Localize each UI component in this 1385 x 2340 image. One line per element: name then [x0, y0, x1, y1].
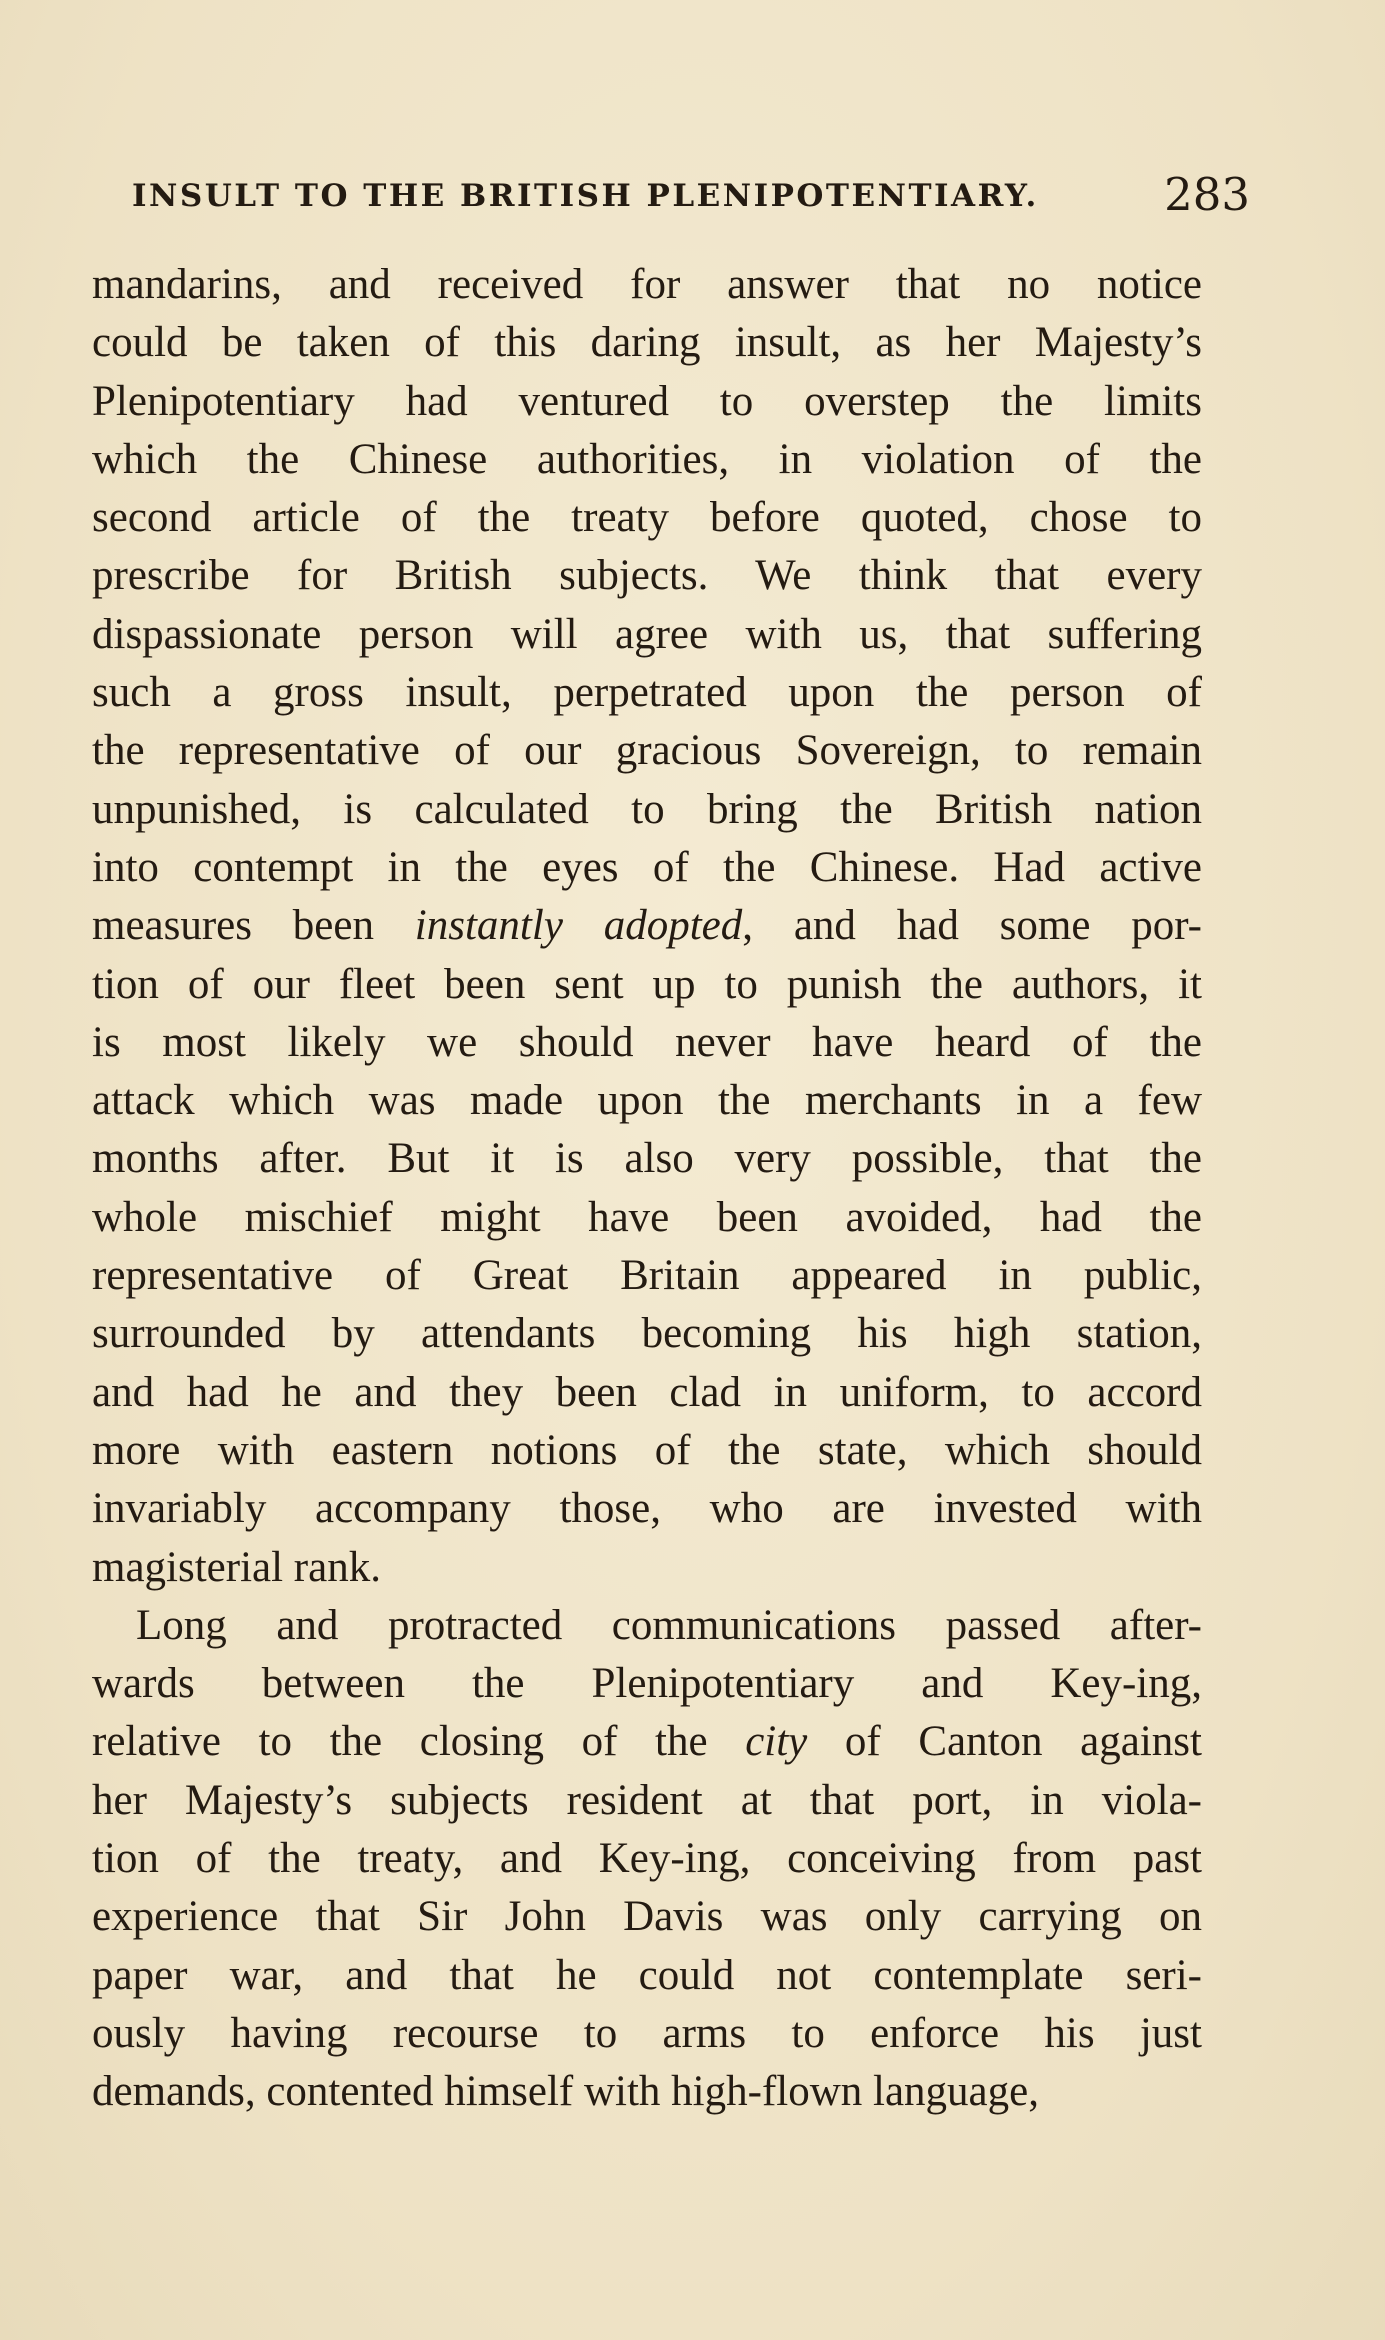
text-line: mandarins, and received for answer that no notice: [92, 261, 1202, 308]
running-head: [132, 168, 1250, 228]
text-line: unpunished, is calculated to bring the British nation: [92, 785, 1202, 833]
body-text: [92, 256, 1202, 2122]
text-line: magisterial rank.: [92, 1543, 381, 1591]
paragraph: [92, 256, 1202, 1597]
text-line: wards between the Plenipotentiary and Key-ing,: [92, 1660, 1202, 1708]
text-line: invariably accompany those, who are invested with: [92, 1485, 1202, 1533]
text-line: measures been instantly adopted, and had some por-: [92, 902, 1202, 950]
text-line: surrounded by attendants becoming his high station,: [92, 1310, 1202, 1358]
text-line: experience that Sir John Davis was only carrying on: [92, 1893, 1202, 1941]
text-line: demands, contented himself with high-flown language,: [92, 2068, 1039, 2116]
text-line: could be taken of this daring insult, as her Majesty’s: [92, 319, 1202, 367]
text-line: tion of the treaty, and Key-ing, conceiving from past: [92, 1835, 1202, 1883]
text-line: Plenipotentiary had ventured to overstep the limits: [92, 377, 1202, 425]
text-line: such a gross insult, perpetrated upon the person of: [92, 669, 1202, 717]
text-line: her Majesty’s subjects resident at that port, in viola-: [92, 1776, 1202, 1824]
text-line: paper war, and that he could not contemplate seri-: [92, 1951, 1202, 1999]
text-line: whole mischief might have been avoided, had the: [92, 1193, 1202, 1241]
text-line: dispassionate person will agree with us, that suffering: [92, 610, 1202, 658]
paragraph: [92, 1597, 1202, 2122]
text-line: is most likely we should never have heard of the: [92, 1018, 1202, 1066]
text-line: into contempt in the eyes of the Chinese. Had active: [92, 843, 1202, 891]
emphasis: city: [745, 1718, 808, 1766]
text-line: ously having recourse to arms to enforce his just: [92, 2009, 1202, 2057]
text-line: second article of the treaty before quoted, chose to: [92, 494, 1202, 542]
text-line: relative to the closing of the city of Canton against: [92, 1718, 1202, 1766]
text-line: and had he and they been clad in uniform, to accord: [92, 1368, 1202, 1416]
text-line: the representative of our gracious Sovereign, to remain: [92, 727, 1202, 775]
text-line: attack which was made upon the merchants in a few: [92, 1077, 1202, 1125]
emphasis: instantly adopted: [414, 902, 743, 950]
text-line: which the Chinese authorities, in violation of the: [92, 435, 1202, 483]
text-line: representative of Great Britain appeared in public,: [92, 1252, 1202, 1300]
text-line: prescribe for British subjects. We think that every: [92, 552, 1202, 600]
text-line: months after. But it is also very possible, that the: [92, 1135, 1202, 1183]
text-line: more with eastern notions of the state, which should: [92, 1426, 1202, 1474]
page-number: 283: [1164, 168, 1250, 221]
text-line: Long and protracted communications passed after-: [136, 1601, 1202, 1649]
running-title: INSULT TO THE BRITISH PLENIPOTENTIARY.: [132, 178, 1039, 214]
text-line: tion of our fleet been sent up to punish the authors, it: [92, 960, 1202, 1008]
